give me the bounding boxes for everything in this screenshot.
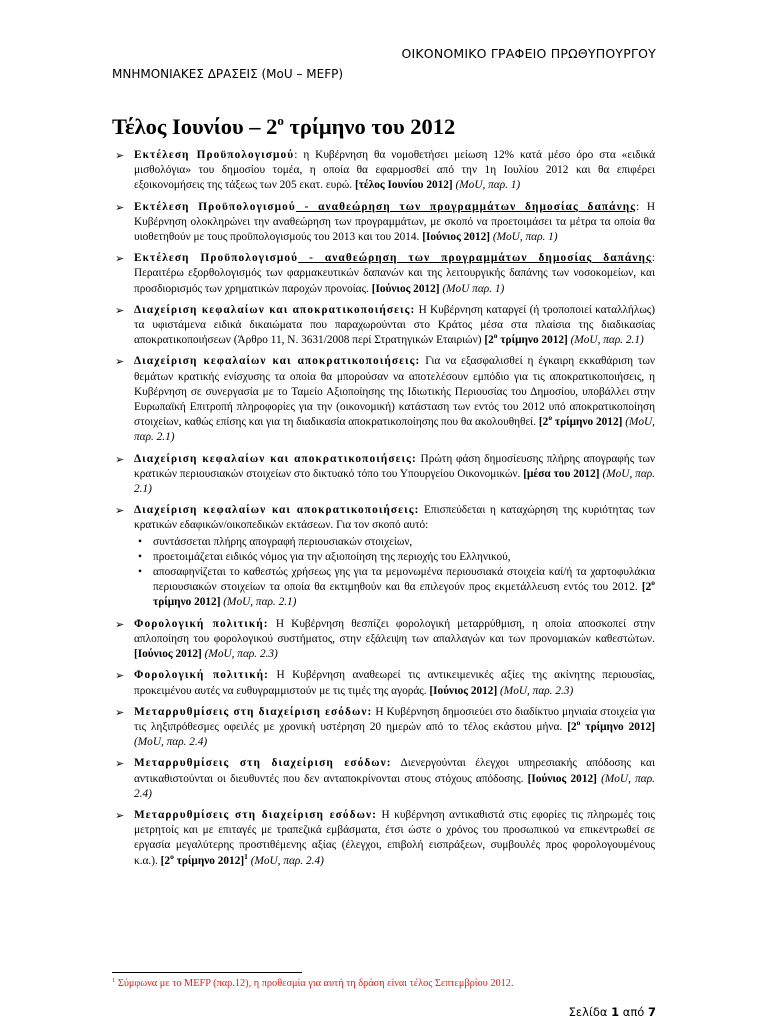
list-item <box>115 251 655 297</box>
item-deadline: [Ιούνιος 2012] <box>422 231 491 244</box>
item-reference: (MoU, παρ. 2.3) <box>201 648 278 661</box>
item-label: Μεταρρυθμίσεις στη διαχείριση εσόδων: <box>134 705 373 718</box>
item-deadline: τρίμηνο 2012] <box>497 334 568 347</box>
item-label: Εκτέλεση Προϋπολογισμού <box>134 200 296 213</box>
item-deadline-prefix: [2 <box>567 720 577 733</box>
arrow-bullet-icon: ➢ <box>115 617 125 631</box>
item-deadline: [Ιούνιος 2012] <box>134 648 202 661</box>
item-reference: (MoU, παρ. 2.1) <box>567 334 644 347</box>
item-reference: (MoU, παρ. 2.1) <box>134 467 656 496</box>
footnote-text: Σύμφωνα με το MEFP (παρ.12), η προθεσμία για αυτή τη δράση είναι τέλος Σεπτεμβρίου 2012. <box>115 978 514 989</box>
dot-bullet-icon: • <box>138 550 142 563</box>
item-text: Η Κυβέρνηση δημοσιεύει στο διαδίκτυο μηνιαία στοιχεία για τις ληξιπρόθεσμες οφειλές με χρονική υστέρηση 20 ημερών από το τέλος εκάστου μήνα. <box>134 705 655 733</box>
arrow-bullet-icon: ➢ <box>115 669 125 683</box>
item-label: Μεταρρυθμίσεις στη διαχείριση εσόδων: <box>134 757 392 770</box>
list-item <box>115 617 655 663</box>
item-deadline-prefix: [2 <box>641 581 652 594</box>
item-label: Διαχείριση κεφαλαίων και αποκρατικοποιήσεις: <box>134 355 421 368</box>
item-reference: (MoU, παρ. 2.4) <box>134 736 208 749</box>
item-deadline-sup: ο <box>493 331 498 341</box>
item-reference: (MoU, παρ. 2.1) <box>220 596 297 609</box>
item-deadline-prefix: [2 <box>160 854 171 867</box>
item-deadline: τρίμηνο 2012] <box>580 720 655 733</box>
item-label-underlined: - αναθεώρηση των προγραμμάτων δημοσίας δαπάνης <box>298 252 652 265</box>
sub-item-text: συντάσσεται πλήρης απογραφή περιουσιακών στοιχείων, <box>153 535 413 548</box>
item-text: Επισπεύδεται η καταχώρηση της κυριότητας των κρατικών εδαφικών/οικοπεδικών εκτάσεων. Για τον σκοπό αυτό: <box>134 504 655 532</box>
item-deadline-prefix: [2 <box>538 416 549 429</box>
item-label: Φορολογική πολιτική: <box>134 669 269 682</box>
arrow-bullet-icon: ➢ <box>115 504 125 518</box>
arrow-bullet-icon: ➢ <box>115 355 125 369</box>
item-text: : Περαιτέρω εξορθολογισμός των φαρμακευτικών δαπανών και της λειτουργικής δαπάνης των νοσοκομείων, και προσδιορισμός των χρηματικών παροχών προνοίας. <box>134 252 655 295</box>
item-reference: (MoU, παρ. 1) <box>490 231 558 244</box>
header-office: ΟΙΚΟΝΟΜΙΚΟ ΓΡΑΦΕΙΟ ΠΡΩΘΥΠΟΥΡΓΟΥ <box>401 46 656 61</box>
item-deadline-prefix: [2 <box>484 334 494 347</box>
item-deadline-sup: ο <box>576 717 581 727</box>
sub-item-text: προετοιμάζεται ειδικός νόμος για την αξιοποίηση της περιοχής του Ελληνικού, <box>153 550 511 563</box>
item-label: Μεταρρυθμίσεις στη διαχείριση εσόδων: <box>134 808 377 821</box>
title-sup: ο <box>277 113 284 128</box>
item-label: Διαχείριση κεφαλαίων και αποκρατικοποιήσεις: <box>134 504 420 517</box>
list-item <box>115 705 655 751</box>
item-deadline: [Ιούνιος 2012] <box>527 772 597 785</box>
item-text: : η Κυβέρνηση θα νομοθετήσει μείωση 12% κατά μέσο όρο στα «ειδικά μισθολόγια» του δημοσίου τομέα, η οποία θα εφαρμοσθεί από την 1η Ιουλίου 2012 και θα επιφέρει εξοικονομήσεις της τάξεως των 205 εκατ. ευρώ. <box>134 149 655 192</box>
arrow-bullet-icon: ➢ <box>115 149 125 162</box>
arrow-bullet-icon: ➢ <box>115 252 125 266</box>
item-reference: (MoU, παρ. 2.4) <box>134 772 655 800</box>
list-item <box>115 200 655 246</box>
footnote-separator <box>112 972 302 973</box>
item-reference: (MoU, παρ. 2.4) <box>247 854 324 867</box>
arrow-bullet-icon: ➢ <box>115 808 125 822</box>
footnote-reference: 1 <box>244 851 248 861</box>
dot-bullet-icon: • <box>138 566 142 579</box>
page-of: από <box>619 1005 648 1019</box>
list-item <box>115 503 655 610</box>
footnote-mark: 1 <box>112 977 116 984</box>
page-title <box>112 114 455 140</box>
item-text: Η Κυβέρνηση θεσπίζει φορολογική μεταρρύθμιση, η οποία αποσκοπεί στην απλοποίηση του φορολογικού συστήματος, στην εξάλειψη των απαλλαγών και των προνομιακών καθεστώτων. <box>134 617 655 645</box>
item-deadline-sup: ο <box>651 578 655 588</box>
item-reference: (MoU παρ. 1) <box>439 282 505 295</box>
list-item <box>115 452 655 498</box>
item-deadline-sup: ο <box>170 851 174 861</box>
sub-list <box>134 535 655 611</box>
list-item <box>115 808 655 869</box>
item-deadline: τρίμηνο 2012] <box>153 596 221 609</box>
action-list <box>115 148 655 869</box>
item-label-underlined: - αναθεώρηση των προγραμμάτων δημοσίας δαπάνης <box>295 200 637 213</box>
arrow-bullet-icon: ➢ <box>115 452 125 466</box>
item-text: : Η Κυβέρνηση ολοκληρώνει την αναθεώρηση των προγραμμάτων, με σκοπό να προετοιμάσει τα μέτρα τα οποία θα υιοθετηθούν με τους προϋπολογισμούς του 2013 και του 2014. <box>134 200 655 244</box>
arrow-bullet-icon: ➢ <box>115 705 125 719</box>
item-deadline-sup: ο <box>548 413 553 423</box>
sub-list-item <box>134 535 655 550</box>
item-text: Διενεργούνται έλεγχοι υπηρεσιακής απόδοσης και αντικαθιστούνται οι διευθυντές που δεν ανταποκρίνονται στους στόχους απόδοσης. <box>134 757 655 785</box>
header-section: ΜΝΗΜΟΝΙΑΚΕΣ ΔΡΑΣΕΙΣ (MoU – MEFP) <box>112 67 344 81</box>
title-before: Τέλος Ιουνίου – 2 <box>112 114 278 139</box>
item-reference: (MoU, παρ. 1) <box>452 179 521 192</box>
page-number <box>569 1005 656 1019</box>
list-item <box>115 303 655 349</box>
item-text: Η Κυβέρνηση αναθεωρεί τις αντικειμενικές αξίες της ακίνητης περιουσίας, προκειμένου αυτές να ευθυγραμμιστούν με τις τιμές της αγοράς. <box>134 669 655 697</box>
sub-item-text: αποσαφηνίζεται το καθεστώς χρήσεως γης για τα μεμονωμένα περιουσιακά στοιχεία καί/ή τα χαρτοφυλάκια περιουσιακών στοιχείων τα οποία θα εκτιμηθούν και θα επιλεγούν προς εκμετάλλευση εντός του 2012. <box>153 566 655 594</box>
item-label: Εκτέλεση Προϋπολογισμού <box>134 149 295 161</box>
arrow-bullet-icon: ➢ <box>115 757 125 771</box>
footnote <box>112 978 514 989</box>
item-deadline: τρίμηνο 2012] <box>552 416 623 429</box>
sub-list-item <box>134 550 655 565</box>
list-item <box>115 148 655 194</box>
item-label: Διαχείριση κεφαλαίων και αποκρατικοποιήσεις: <box>134 303 416 316</box>
arrow-bullet-icon: ➢ <box>115 303 125 317</box>
page-label: Σελίδα <box>568 1005 612 1019</box>
page-current: 1 <box>611 1005 620 1019</box>
list-item <box>115 354 655 445</box>
item-label: Διαχείριση κεφαλαίων και αποκρατικοποιήσεις: <box>134 452 417 465</box>
item-deadline: [Ιούνιος 2012] <box>371 282 440 295</box>
item-text: Η κυβέρνηση αντικαθιστά στις εφορίες τις πληρωμές τοις μετρητοίς και με επιταγές με τραπεζικά εμβάσματα, έτσι ώστε ο χρόνος του προσωπικού να επικεντρωθεί σε εργασία μεγαλύτερης προστιθέμενης αξίας (έλεγχοι, επιβολή εισπράξεων, συμβουλές προς φορολογουμένους κ.α.). <box>134 808 655 867</box>
item-text: Για να εξασφαλισθεί η έγκαιρη εκκαθάριση των θεμάτων κρατικής ενίσχυσης τα οποία θα μπορούσαν να αποτελέσουν εμπόδιο για τις αποκρατικοποιήσεις, η Κυβέρνηση σε συνεργασία με το Ταμείο Αξιοποίησης της Ιδιωτικής Περιουσίας του Δημοσίου, υποβάλλει στην Ευρωπαϊκή Επιτροπή πληροφορίες για την (οικονομική) κατάσταση των εντός του 2012 υπό αποκρατικοποίηση στοιχείων, καθώς επίσης και για τη διαδικασία αποκρατικοποίησης που θα ακολουθηθεί. <box>134 355 655 429</box>
page-total: 7 <box>647 1005 656 1019</box>
item-deadline: τρίμηνο 2012] <box>173 854 245 867</box>
dot-bullet-icon: • <box>138 535 142 548</box>
list-item <box>115 756 655 802</box>
item-text: Η Κυβέρνηση καταργεί (ή τροποποιεί καταλλήλως) τα υφιστάμενα ειδικά δικαιώματα που παραχωρούνται στο Κράτος μέσα στα πλαίσια της διαδικασίας αποκρατικοποιήσεων (Άρθρο 11, Ν. 3631/2008 περί Στρατηγικών Εταιριών) <box>134 303 655 347</box>
title-after: τρίμηνο του 2012 <box>283 114 456 139</box>
item-label: Φορολογική πολιτική: <box>134 617 269 630</box>
item-deadline: [τέλος Ιουνίου 2012] <box>354 179 453 192</box>
item-label: Εκτέλεση Προϋπολογισμού <box>134 252 299 265</box>
item-deadline: [μέσα του 2012] <box>523 467 600 480</box>
item-deadline: [Ιούνιος 2012] <box>429 684 498 697</box>
sub-list-item <box>134 565 655 611</box>
item-text: Πρώτη φάση δημοσίευσης πλήρης απογραφής των κρατικών περιουσιακών στοιχείων στο δικτυακό τόπο του Υπουργείου Οικονομικών. <box>134 452 655 480</box>
arrow-bullet-icon: ➢ <box>115 200 125 214</box>
item-reference: (MoU, παρ. 2.3) <box>497 684 574 697</box>
item-reference: (MoU, παρ. 2.1) <box>134 416 655 444</box>
list-item <box>115 668 655 698</box>
